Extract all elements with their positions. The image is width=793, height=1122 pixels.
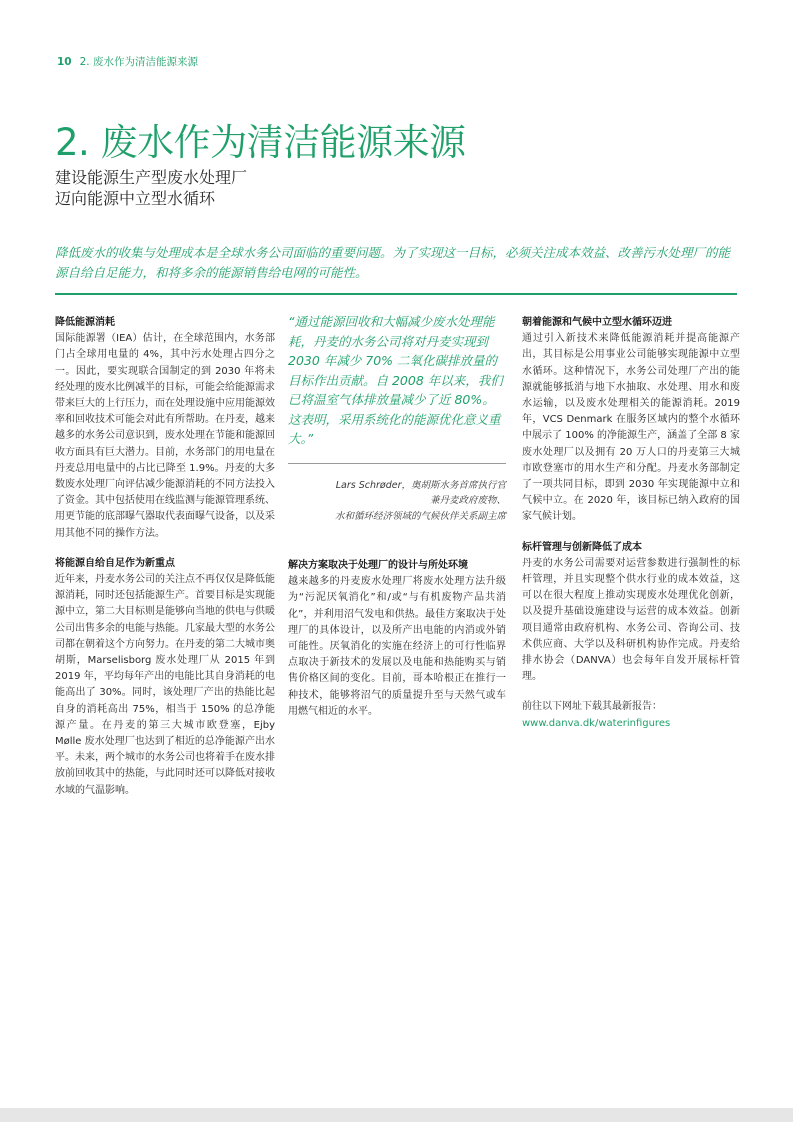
quote-divider [288, 463, 506, 464]
page-title: 2. 废水作为清洁能源来源 [55, 121, 466, 164]
quote-attribution [288, 478, 506, 525]
footer-band [0, 1108, 793, 1122]
page-number: 10 [57, 56, 72, 68]
section-body: 国际能源署（IEA）估计，在全球范围内，水务部门占全球用电量的 4%，其中污水处理占四分之一。因此，要实现联合国制定的到 2030 年将未经处理的废水比例减半的目标，可能会给能源需求带来巨大的上行压力，而在处理设施中应用能源效率和回收技术可能会对此有所帮助。在丹麦，越来越多的水务公司意识到，废水处理在节能和能源回收方面具有巨大潜力。目前，水务部门的用电量在丹麦总用电量中的占比已降至 1.9%。丹麦的大多数废水处理厂向评估减少能源消耗的不同方法投入了资金。其中包括使用在线监测与能源管理系统、用更节能的底部曝气器取代表面曝气设备，以及采用其他不同的操作方法。 [55, 333, 275, 539]
section-body: 越来越多的丹麦废水处理厂将废水处理方法升级为“污泥厌氧消化”和/或“与有机废物产品共消化”，并利用沼气发电和供热。最佳方案取决于处理厂的具体设计，以及所产出电能的内消或外销可能性。厌氧消化的实施在经济上的可行性临界点取决于新技术的发展以及电能和热能购买与销售价格区间的变化。目前，哥本哈根正在推行一种技术，能够将沼气的质量提升至与天然气或车用燃气相近的水平。 [288, 576, 506, 717]
section-label: 2. 废水作为清洁能源来源 [79, 56, 198, 68]
section-heading: 降低能源消耗 [55, 317, 115, 328]
subtitle-line-2: 迈向能源中立型水循环 [55, 189, 216, 208]
attribution-line: 兼丹麦政府废物、 [429, 495, 506, 506]
attribution-line: Lars Schrøder，奥胡斯水务首席执行官 [335, 479, 506, 491]
attribution-line: 水和循环经济领域的气候伙伴关系副主席 [334, 510, 506, 522]
section-body: 丹麦的水务公司需要对运营参数进行强制性的标杆管理，并且实现整个供水行业的成本效益，这可以在很大程度上推动实现废水处理优化创新，以及提升基础设施建设与运营的成本效益。创新项目通常由政府机构、水务公司、咨询公司、技术供应商、大学以及科研机构协作完成。丹麦给排水协会（DANVA）也会每年自发开展标杆管理。 [522, 557, 740, 683]
pull-quote: “通过能源回收和大幅减少废水处理能耗，丹麦的水务公司将对丹麦实现到 2030 年减少 70% 二氧化碳排放量的目标作出贡献。自 2008 年以来，我们已将温室气体排放量减少了近 80%。这表明，采用系统化的能源优化意义重大。” [288, 314, 503, 446]
page-subtitle [55, 167, 247, 209]
column-middle [288, 312, 506, 734]
divider-rule [55, 293, 737, 295]
section-heading: 标杆管理与创新降低了成本 [522, 541, 642, 553]
section-body: 通过引入新技术来降低能源消耗并提高能源产出，其目标是公用事业公司能够实现能源中立型水循环。这种情况下，水务公司处理厂产出的能源就能够抵消与地下水抽取、水处理、用水和废水运输，以及废水处理相关的能源消耗。2019 年，VCS Denmark 在服务区域内的整个水循环中展示了 100% 的净能源生产，涵盖了全部 8 家废水处理厂以及拥有 20 万人口的丹麦第三大城市欧登塞市的用水生产和分配。丹麦水务部制定了一项共同目标，即到 2030 年实现能源中立和气候中立。在 2020 年，该目标已纳入政府的国家气候计划。 [522, 333, 740, 523]
page-header [57, 54, 198, 69]
section-heading: 解决方案取决于处理厂的设计与所处环境 [288, 560, 468, 571]
section-heading: 将能源自给自足作为新重点 [55, 557, 175, 569]
download-link[interactable]: www.danva.dk/waterinfigures [522, 717, 671, 729]
section-heading: 朝着能源和气候中立型水循环迈进 [522, 317, 672, 328]
lead-paragraph: 降低废水的收集与处理成本是全球水务公司面临的重要问题。为了实现这一目标，必须关注成本效益、改善污水处理厂的能源自给自足能力，和将多余的能源销售给电网的可能性。 [55, 245, 731, 280]
download-text: 前往以下网址下载其最新报告： [522, 701, 662, 713]
column-right [522, 315, 740, 732]
section-body: 近年来，丹麦水务公司的关注点不再仅仅是降低能源消耗，同时还包括能源生产。首要目标是实现能源中立，第二大目标则是能够向当地的供电与供暖公司出售多余的电能与热能。几家最大型的水务公司都在朝着这个方向努力。在丹麦的第二大城市奥胡斯，Marselisborg 废水处理厂从 2015 年到 2019 年，平均每年产出的电能比其自身消耗的电能高出了 30%。同时，该处理厂产出的热能比起自身的消耗高出 75%，相当于 150% 的总净能源产量。在丹麦的第三大城市欧登塞，Ejby Mølle 废水处理厂也达到了相近的总净能源产出水平。未来，两个城市的水务公司也将着手在废水排放前回收其中的热能，与此同时还可以降低对接收水域的气温影响。 [55, 574, 275, 796]
column-left [55, 315, 275, 813]
subtitle-line-1: 建设能源生产型废水处理厂 [55, 168, 248, 187]
